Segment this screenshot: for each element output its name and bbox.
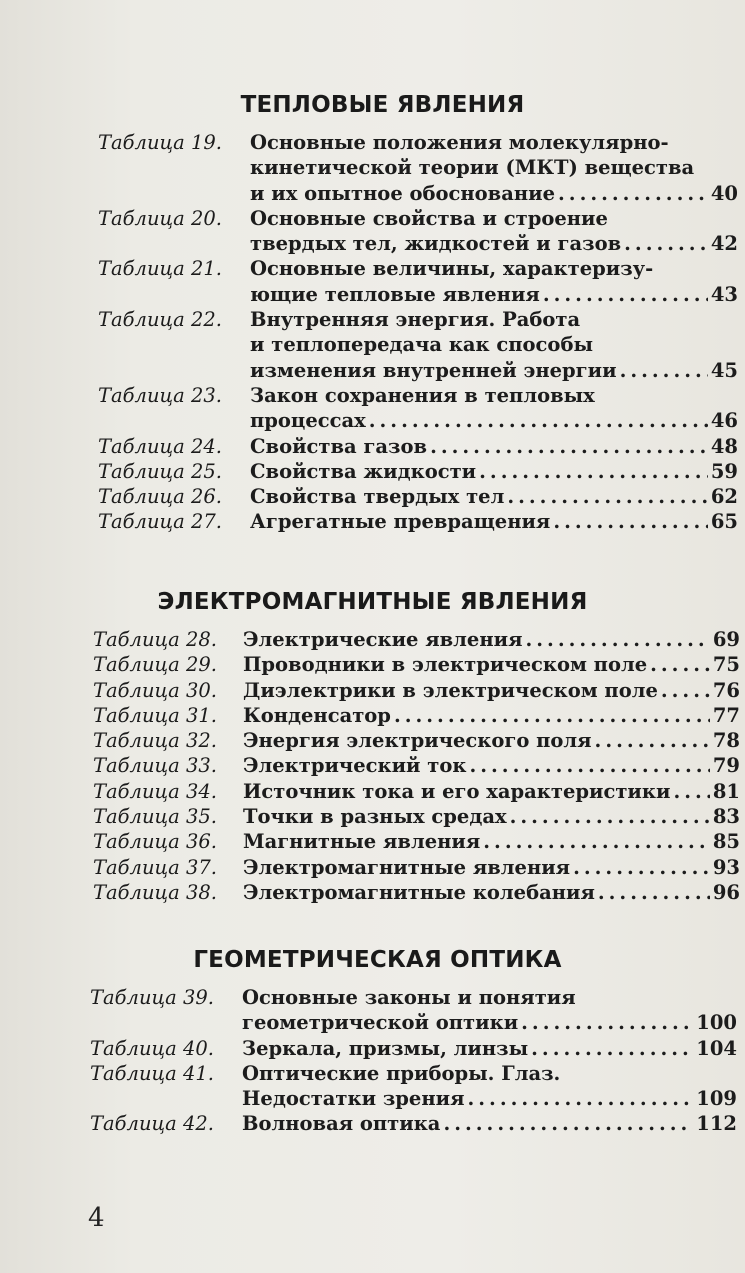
entry-title-line: Свойства газов <box>250 434 428 458</box>
entry-title-line: процессах <box>250 409 366 433</box>
table-label: Таблица 25. <box>98 459 222 483</box>
toc-entry[interactable] <box>93 627 740 652</box>
entry-title-line: Агрегатные превращения <box>250 510 551 534</box>
dot-leader <box>531 1036 693 1061</box>
dot-leader <box>573 855 710 880</box>
table-label: Таблица 24. <box>98 434 222 458</box>
entry-title-line: Основные величины, характеризу- <box>250 257 654 281</box>
table-label: Таблица 28. <box>93 628 217 651</box>
entry-title-line: Закон сохранения в тепловых <box>250 383 595 407</box>
dot-leader <box>510 804 710 829</box>
dot-leader <box>620 358 708 383</box>
dot-leader <box>430 434 708 459</box>
toc-entry[interactable] <box>93 880 740 905</box>
toc-entry[interactable] <box>93 779 740 804</box>
table-label: Таблица 22. <box>98 308 222 332</box>
dot-leader <box>479 459 708 484</box>
table-label: Таблица 39. <box>90 986 214 1009</box>
toc-entry[interactable] <box>93 678 740 703</box>
toc-entry[interactable] <box>93 728 740 753</box>
entry-title-line: Свойства жидкости <box>250 459 477 483</box>
toc-entry[interactable] <box>98 459 738 484</box>
section-title: ГЕОМЕТРИЧЕСКАЯ ОПТИКА <box>193 947 562 973</box>
table-label: Таблица 34. <box>93 779 217 803</box>
page-ref: 112 <box>696 1112 737 1136</box>
entry-title-line: и теплопередача как способы <box>250 333 593 357</box>
toc-entry[interactable] <box>98 256 738 307</box>
entry-title-line: кинетической теории (МКТ) вещества <box>250 156 695 180</box>
page-ref: 104 <box>696 1036 737 1060</box>
toc-entry[interactable] <box>90 1111 737 1136</box>
page-ref: 77 <box>712 703 740 727</box>
page-ref: 48 <box>710 434 738 458</box>
page-ref: 85 <box>712 830 740 854</box>
entry-title-line: изменения внутренней энергии <box>250 358 617 382</box>
toc-entry[interactable] <box>90 985 737 1036</box>
entry-title-line: Энергия электрического поля <box>243 729 592 753</box>
page-ref: 75 <box>712 653 740 677</box>
page-ref: 46 <box>710 409 738 433</box>
toc-entry[interactable] <box>98 434 738 459</box>
table-label: Таблица 27. <box>98 510 222 534</box>
dot-leader <box>469 753 709 778</box>
entry-title-line: Свойства твердых тел <box>250 485 505 509</box>
toc-entry[interactable] <box>98 307 738 383</box>
dot-leader <box>507 484 708 509</box>
dot-leader <box>521 1010 693 1035</box>
entry-title-line: ющие тепловые явления <box>250 282 540 306</box>
page-ref: 45 <box>710 358 738 382</box>
entry-title-line: геометрической оптики <box>242 1011 519 1035</box>
entry-title-line: Электрические явления <box>243 628 523 651</box>
section-electromagnetic <box>0 589 745 904</box>
toc-entry[interactable] <box>93 855 740 880</box>
page-ref: 81 <box>712 779 740 803</box>
toc-list <box>98 130 738 535</box>
toc-list <box>93 627 740 905</box>
toc-list <box>90 985 737 1137</box>
page-ref: 76 <box>712 678 740 702</box>
entry-title-line: Магнитные явления <box>243 830 481 854</box>
table-label: Таблица 42. <box>90 1112 214 1136</box>
table-label: Таблица 23. <box>98 383 222 407</box>
dot-leader <box>483 829 710 854</box>
dot-leader <box>595 728 710 753</box>
page-ref: 96 <box>712 880 740 904</box>
entry-title-line: Электромагнитные явления <box>243 855 571 879</box>
page-ref: 83 <box>712 805 740 829</box>
entry-title-line: Электрический ток <box>243 754 467 778</box>
toc-entry[interactable] <box>98 130 738 206</box>
page-ref: 93 <box>712 855 740 879</box>
entry-title-line: Основные законы и понятия <box>242 986 576 1009</box>
table-label: Таблица 33. <box>93 754 217 778</box>
table-label: Таблица 38. <box>93 880 217 904</box>
table-label: Таблица 40. <box>90 1036 214 1060</box>
toc-entry[interactable] <box>98 509 738 534</box>
dot-leader <box>394 703 710 728</box>
toc-entry[interactable] <box>98 383 738 434</box>
entry-title-line: твердых тел, жидкостей и газов <box>250 232 622 256</box>
table-label: Таблица 41. <box>90 1061 214 1085</box>
entry-title-line: Электромагнитные колебания <box>243 880 595 904</box>
entry-title-line: Конденсатор <box>243 703 391 727</box>
toc-entry[interactable] <box>93 652 740 677</box>
table-label: Таблица 32. <box>93 729 217 753</box>
entry-title-line: Источник тока и его характеристики <box>243 779 671 803</box>
entry-title-line: Волновая оптика <box>242 1112 441 1136</box>
dot-leader <box>661 678 710 703</box>
entry-title-line: Проводники в электрическом поле <box>243 653 648 677</box>
dot-leader <box>650 652 710 677</box>
page-number: 4 <box>88 1203 105 1233</box>
page-ref: 40 <box>710 181 738 205</box>
dot-leader <box>598 880 710 905</box>
page-ref: 109 <box>696 1087 737 1111</box>
dot-leader <box>543 282 708 307</box>
entry-title-line: Точки в разных средах <box>243 805 507 829</box>
table-label: Таблица 35. <box>93 805 217 829</box>
page-ref: 79 <box>712 754 740 778</box>
entry-title-line: Диэлектрики в электрическом поле <box>243 678 658 702</box>
section-optics <box>0 947 745 1136</box>
table-label: Таблица 29. <box>93 653 217 677</box>
entry-title-line: и их опытное обоснование <box>250 181 556 205</box>
table-label: Таблица 19. <box>98 131 222 154</box>
page-ref: 59 <box>710 459 738 483</box>
toc-entry[interactable] <box>93 753 740 778</box>
toc-entry[interactable] <box>98 206 738 257</box>
page-ref: 43 <box>710 282 738 306</box>
entry-title-line: Основные свойства и строение <box>250 206 608 230</box>
toc-entry[interactable] <box>98 484 738 509</box>
dot-leader <box>467 1086 693 1111</box>
toc-entry[interactable] <box>93 829 740 854</box>
table-label: Таблица 21. <box>98 257 222 281</box>
toc-entry[interactable] <box>93 703 740 728</box>
dot-leader <box>443 1111 693 1136</box>
table-label: Таблица 36. <box>93 830 217 854</box>
toc-entry[interactable] <box>90 1036 737 1061</box>
dot-leader <box>369 408 708 433</box>
page-ref: 62 <box>710 485 738 509</box>
dot-leader <box>525 627 709 652</box>
section-title: ТЕПЛОВЫЕ ЯВЛЕНИЯ <box>240 92 525 118</box>
table-label: Таблица 20. <box>98 206 222 230</box>
table-label: Таблица 26. <box>98 485 222 509</box>
dot-leader <box>673 779 709 804</box>
page-ref: 65 <box>710 510 738 534</box>
entry-title-line: Недостатки зрения <box>242 1087 465 1111</box>
page-ref: 100 <box>696 1011 737 1035</box>
entry-title-line: Зеркала, призмы, линзы <box>242 1036 529 1060</box>
toc-entry[interactable] <box>93 804 740 829</box>
dot-leader <box>553 509 708 534</box>
section-thermal <box>0 92 745 534</box>
table-label: Таблица 31. <box>93 703 217 727</box>
page-ref: 42 <box>710 232 738 256</box>
page-ref: 69 <box>712 628 740 651</box>
table-label: Таблица 30. <box>93 678 217 702</box>
section-title: ЭЛЕКТРОМАГНИТНЫЕ ЯВЛЕНИЯ <box>157 589 588 615</box>
entry-title-line: Основные положения молекулярно- <box>250 131 669 154</box>
dot-leader <box>624 231 708 256</box>
entry-title-line: Внутренняя энергия. Работа <box>250 308 581 332</box>
table-label: Таблица 37. <box>93 855 217 879</box>
entry-title-line: Оптические приборы. Глаз. <box>242 1061 561 1085</box>
dot-leader <box>558 181 708 206</box>
page-ref: 78 <box>712 729 740 753</box>
toc-entry[interactable] <box>90 1061 737 1112</box>
